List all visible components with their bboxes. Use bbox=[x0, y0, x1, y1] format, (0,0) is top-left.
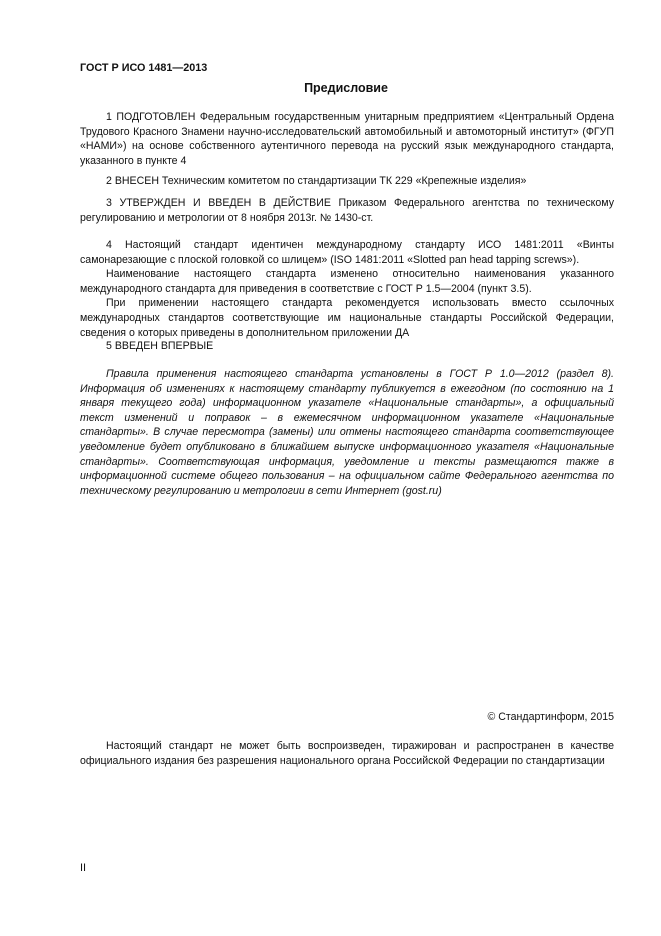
reproduction-notice bbox=[80, 739, 614, 768]
rules-of-application-text: Правила применения настоящего стандарта установлены в ГОСТ Р 1.0—2012 (раздел 8). Информация об изменениях к настоящему стандарту публикуется в ежегодном (по состоянию на 1 января текущего года) информационном указателе «Национальные стандарты», а официальный текст изменений и поправок – в ежемесячном информационном указателе «Национальные стандарты». В случае пересмотра (замены) или отмены настоящего стандарта соответствующее уведомление будет опубликовано в ближайшем выпуске информационного указателя «Национальные стандарты». Соответствующая информация, уведомление и тексты размещаются также в информационной системе общего пользования – на официальном сайте Федерального агентства по техническому регулированию и метрологии в сети Интернет (gost.ru) bbox=[80, 368, 614, 497]
section-title: Предисловие bbox=[304, 81, 388, 95]
foreword-item-3-text: 3 УТВЕРЖДЕН И ВВЕДЕН В ДЕЙСТВИЕ Приказом Федерального агентства по техническому регулированию и метрологии от 8 ноября 2013г. № 1430-ст. bbox=[80, 197, 614, 224]
document-code-header: ГОСТ Р ИСО 1481—2013 bbox=[80, 62, 208, 74]
foreword-item-2-text: 2 ВНЕСЕН Техническим комитетом по стандартизации ТК 229 «Крепежные изделия» bbox=[106, 175, 527, 187]
foreword-item-4-text: 4 Настоящий стандарт идентичен международному стандарту ИСО 1481:2011 «Винты самонарезающие с плоской головкой со шлицем» (ISO 1481:2011 «Slotted pan head tapping screws»). bbox=[80, 239, 614, 266]
foreword-item-4-reference-note: При применении настоящего стандарта рекомендуется использовать вместо ссылочных международных стандартов соответствующие им национальные стандарты Российской Федерации, сведения о которых приведены в дополнительном приложении ДА bbox=[80, 297, 614, 339]
reproduction-notice-text: Настоящий стандарт не может быть воспроизведен, тиражирован и распространен в качестве официального издания без разрешения национального органа Российской Федерации по стандартизации bbox=[80, 740, 614, 767]
rules-of-application-note bbox=[80, 367, 614, 498]
foreword-item-3 bbox=[80, 196, 614, 225]
foreword-item-2 bbox=[80, 174, 614, 189]
foreword-item-4 bbox=[80, 238, 614, 340]
page-number: II bbox=[80, 862, 87, 874]
foreword-item-5-text: 5 ВВЕДЕН ВПЕРВЫЕ bbox=[106, 340, 214, 352]
foreword-item-1-text: 1 ПОДГОТОВЛЕН Федеральным государственным унитарным предприятием «Центральный Ордена Трудового Красного Знамени научно-исследовательский автомобильный и автомоторный институт» (ФГУП «НАМИ») на основе собственного аутентичного перевода на русский язык международного стандарта, указанного в пункте 4 bbox=[80, 111, 614, 167]
foreword-item-4-name-note: Наименование настоящего стандарта изменено относительно наименования указанного международного стандарта для приведения в соответствие с ГОСТ Р 1.5—2004 (пункт 3.5). bbox=[80, 268, 614, 295]
copyright-line: © Стандартинформ, 2015 bbox=[487, 711, 614, 723]
foreword-item-1 bbox=[80, 110, 614, 168]
foreword-item-5 bbox=[80, 339, 614, 354]
